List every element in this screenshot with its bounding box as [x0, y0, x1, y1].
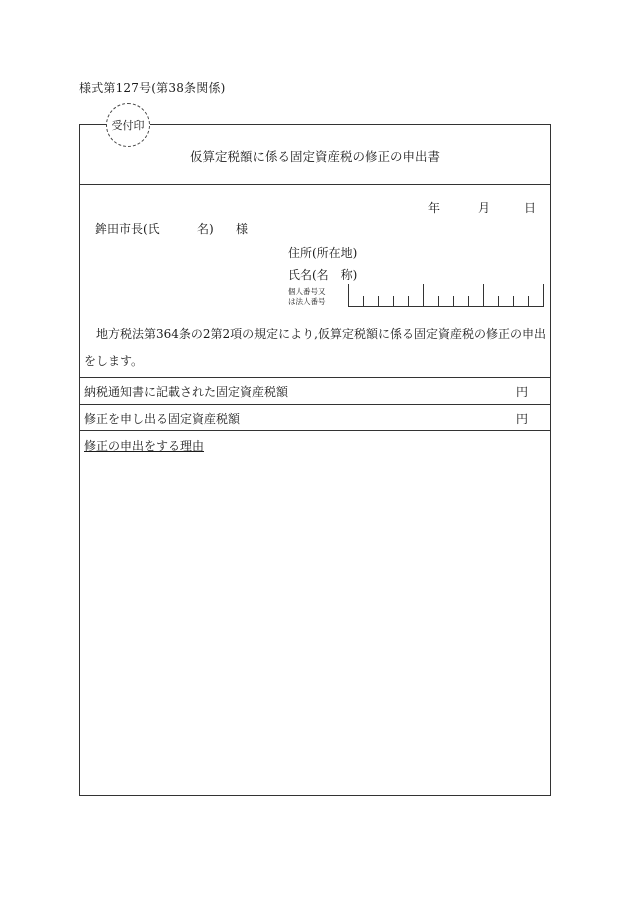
digit-separator	[408, 296, 409, 306]
digit-separator	[528, 296, 529, 306]
statement-text: 地方税法第364条の2第2項の規定により,仮算定税額に係る固定資産税の修正の申出をします。	[84, 327, 546, 368]
statement-divider	[79, 377, 551, 378]
date-year-unit: 年	[428, 201, 441, 215]
digit-separator	[363, 296, 364, 306]
notified-tax-amount-unit: 円	[516, 385, 529, 399]
individual-number-label	[288, 287, 326, 306]
digit-separator	[378, 296, 379, 306]
reason-label: 修正の申出をする理由	[84, 439, 205, 453]
addressee-name-suffix: 名)	[197, 222, 214, 236]
corrected-tax-amount-unit: 円	[516, 412, 529, 426]
digit-separator	[483, 284, 484, 306]
address-label: 住所(所在地)	[288, 246, 358, 260]
digit-separator	[348, 284, 349, 306]
individual-number-label-line1: 個人番号又	[288, 287, 326, 296]
reception-stamp-label: 受付印	[111, 119, 145, 132]
form-number: 様式第127号(第38条関係)	[79, 81, 226, 95]
addressee-honorific: 様	[236, 222, 249, 236]
digit-separator	[438, 296, 439, 306]
digit-separator	[393, 296, 394, 306]
digit-separator	[423, 284, 424, 306]
corrected-tax-amount-label: 修正を申し出る固定資産税額	[84, 412, 241, 426]
individual-number-label-line2: は法人番号	[288, 296, 326, 306]
form-title: 仮算定税額に係る固定資産税の修正の申出書	[189, 149, 440, 164]
digit-separator	[468, 296, 469, 306]
digit-separator	[498, 296, 499, 306]
date-day-unit: 日	[524, 201, 537, 215]
digit-separator	[543, 284, 544, 306]
digit-separator	[453, 296, 454, 306]
digit-separator	[513, 296, 514, 306]
title-divider	[79, 184, 551, 185]
row-divider	[79, 404, 551, 405]
notified-tax-amount-label: 納税通知書に記載された固定資産税額	[84, 385, 289, 399]
individual-number-field[interactable]	[348, 285, 544, 307]
name-label: 氏名(名 称)	[288, 268, 358, 282]
date-month-unit: 月	[478, 201, 491, 215]
addressee-prefix: 鉾田市長(氏	[95, 222, 160, 236]
row-divider	[79, 430, 551, 431]
